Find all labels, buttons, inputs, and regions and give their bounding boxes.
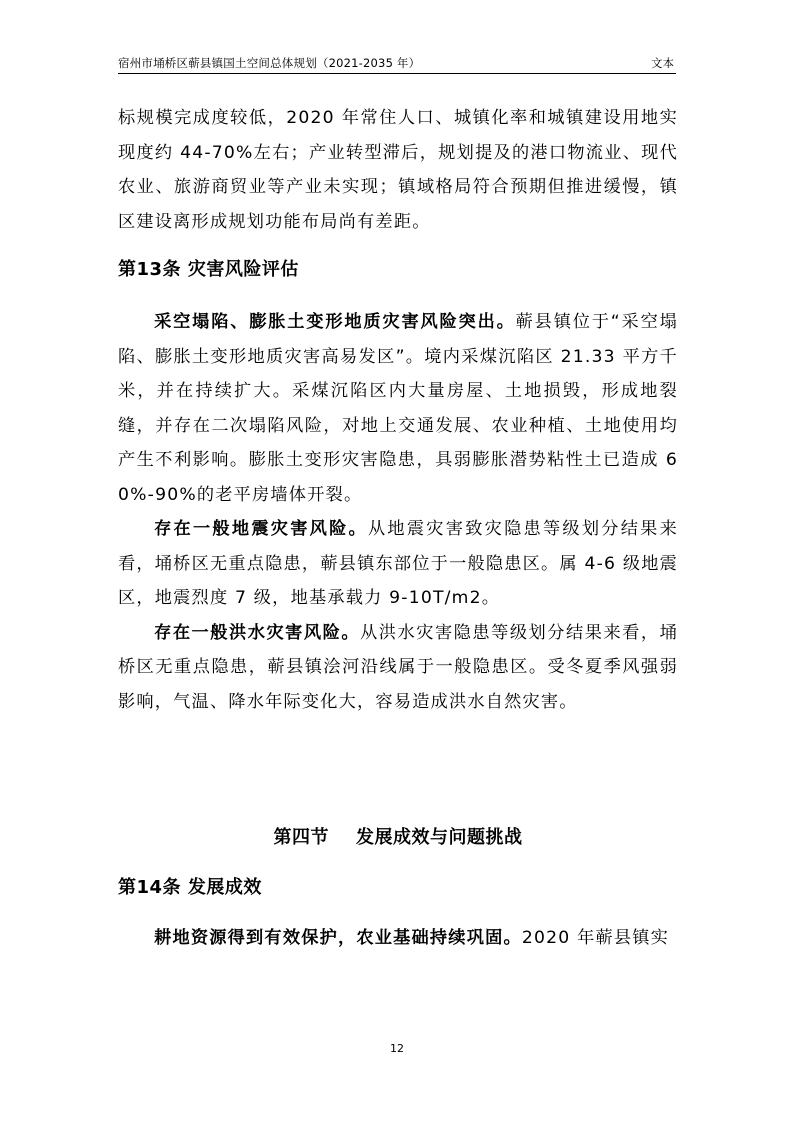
document-title: 宿州市埇桥区蕲县镇国土空间总体规划（2021-2035 年）	[118, 56, 421, 70]
page-body	[118, 100, 678, 956]
paragraph-geological-risk	[118, 305, 678, 512]
document-type-label: 文本	[651, 56, 674, 70]
page-header	[118, 53, 676, 74]
flood-risk-text: 从洪水灾害隐患等级划分结果来看，埇桥区无重点隐患，蕲县镇浍河沿线属于一般隐患区。受冬夏季风强弱影响，气温、降水年际变化大，容易造成洪水自然灾害。	[118, 622, 679, 712]
page-number: 12	[390, 1042, 404, 1055]
geological-risk-text: 蕲县镇位于“采空塌陷、膨胀土变形地质灾害高易发区”。境内采煤沉陷区 21.33 平方千米，并在持续扩大。采煤沉陷区内大量房屋、土地损毁，形成地裂缝，并存在二次塌陷风险，对地上交通发展、农业种植、土地使用均产生不利影响。膨胀土变形灾害隐患，具弱膨胀潜势粘性土已造成 60%-90%的老平房墙体开裂。	[118, 312, 678, 505]
paragraph-flood-risk	[118, 616, 678, 720]
earthquake-risk-lead: 存在一般地震灾害风险。	[154, 519, 368, 539]
farmland-protection-lead: 耕地资源得到有效保护，农业基础持续巩固。	[154, 928, 522, 948]
flood-risk-lead: 存在一般洪水灾害风险。	[154, 622, 361, 643]
paragraph-farmland-protection	[118, 921, 678, 956]
article-13-heading: 第13条 灾害风险评估	[118, 259, 299, 280]
article-14-heading: 第14条 发展成效	[118, 877, 262, 898]
section-4-heading: 第四节 发展成效与问题挑战	[273, 827, 523, 848]
paragraph-earthquake-risk	[118, 512, 678, 616]
farmland-protection-text: 2020 年蕲县镇实	[521, 928, 670, 948]
geological-risk-lead: 采空塌陷、膨胀土变形地质灾害风险突出。	[154, 312, 516, 332]
paragraph-plan-evaluation: 标规模完成度较低，2020 年常住人口、城镇化率和城镇建设用地实现度约 44-70%左右；产业转型滞后，规划提及的港口物流业、现代农业、旅游商贸业等产业未实现；镇域格局符合预期但推进缓慢，镇区建设离形成规划功能布局尚有差距。	[118, 108, 678, 232]
earthquake-risk-text: 从地震灾害致灾隐患等级划分结果来看，埇桥区无重点隐患，蕲县镇东部位于一般隐患区。属 4-6 级地震区，地震烈度 7 级，地基承载力 9-10T/m2。	[118, 519, 679, 608]
